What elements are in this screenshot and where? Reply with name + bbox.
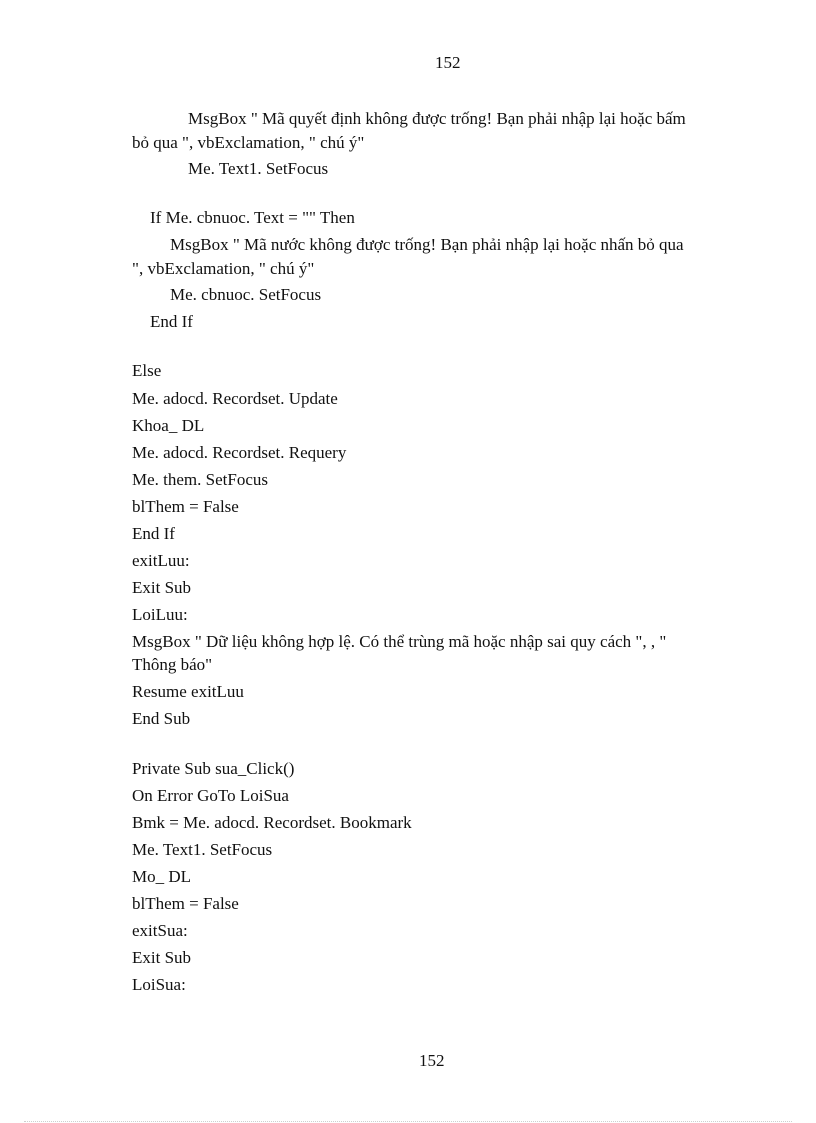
code-line: If Me. cbnuoc. Text = "" Then — [150, 208, 355, 227]
code-line: LoiLuu: — [132, 605, 188, 624]
code-line: MsgBox " Dữ liệu không hợp lệ. Có thể trùng mã hoặc nhập sai quy cách ", , " — [132, 632, 667, 651]
code-line: MsgBox " Mã nước không được trống! Bạn phải nhập lại hoặc nhấn bỏ qua — [170, 235, 684, 254]
code-line: Else — [132, 361, 162, 380]
page-footer-number: 152 — [419, 1051, 445, 1070]
code-line: MsgBox " Mã quyết định không được trống! Bạn phải nhập lại hoặc bấm — [188, 109, 686, 128]
code-line: Me. Text1. SetFocus — [188, 159, 329, 178]
code-line: exitLuu: — [132, 551, 190, 570]
code-line: On Error GoTo LoiSua — [132, 786, 289, 805]
code-line: End Sub — [132, 709, 191, 728]
page-bottom-divider — [24, 1121, 792, 1122]
code-line: Resume exitLuu — [132, 682, 244, 701]
code-line: End If — [150, 312, 193, 331]
code-line: Khoa_ DL — [132, 416, 205, 435]
code-line: Exit Sub — [132, 948, 192, 967]
code-line: Me. Text1. SetFocus — [132, 840, 273, 859]
page-header-number: 152 — [435, 53, 461, 72]
code-line: blThem = False — [132, 894, 239, 913]
code-line: End If — [132, 524, 175, 543]
code-line: LoiSua: — [132, 975, 186, 994]
code-line: blThem = False — [132, 497, 239, 516]
code-line: bỏ qua ", vbExclamation, " chú ý" — [132, 133, 365, 152]
code-line: Mo_ DL — [132, 867, 192, 886]
code-line: Me. them. SetFocus — [132, 470, 268, 489]
code-line: Me. adocd. Recordset. Requery — [132, 443, 347, 462]
code-line: Private Sub sua_Click() — [132, 759, 295, 778]
code-line: Me. cbnuoc. SetFocus — [170, 285, 322, 304]
code-line: Exit Sub — [132, 578, 192, 597]
code-line: ", vbExclamation, " chú ý" — [132, 259, 315, 278]
code-line: exitSua: — [132, 921, 188, 940]
code-line: Bmk = Me. adocd. Recordset. Bookmark — [132, 813, 412, 832]
code-line: Thông báo" — [132, 655, 213, 674]
code-line: Me. adocd. Recordset. Update — [132, 389, 338, 408]
